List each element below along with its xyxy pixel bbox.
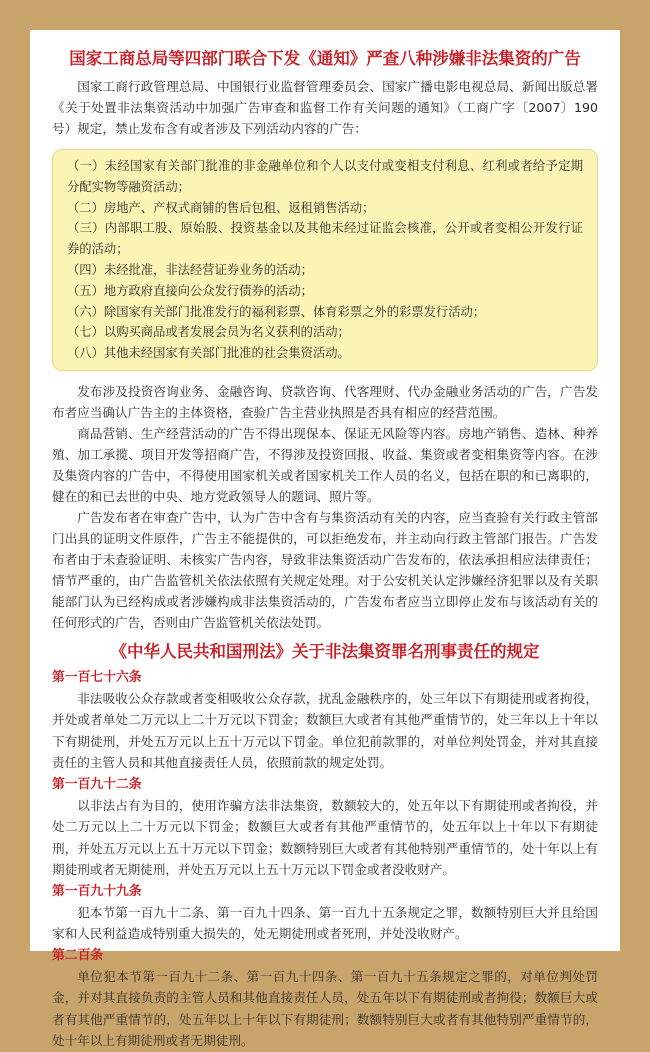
prohibited-item: （六）除国家有关部门批准发行的福利彩票、体育彩票之外的彩票发行活动； — [67, 304, 486, 319]
criminal-law-articles — [52, 667, 598, 1052]
section2-title: 《中华人民共和国刑法》关于非法集资罪名刑事责任的规定 — [110, 641, 540, 661]
section1-paragraph: 发布涉及投资咨询业务、金融咨询、贷款咨询、代客理财、代办金融业务活动的广告，广告发布者应当确认广告主的主体资格，查验广告主营业执照是否具有相应的经营范围。 — [52, 383, 598, 420]
prohibited-item: （八）其他未经国家有关部门批准的社会集资活动。 — [67, 346, 350, 361]
section1-title: 国家工商总局等四部门联合下发《通知》严查八种涉嫌非法集资的广告 — [69, 49, 581, 68]
section1-paragraph: 商品营销、生产经营活动的广告不得出现保本、保证无风险等内容。房地产销售、造林、种养殖、加工承揽、项目开发等招商广告，不得涉及投资回报、收益、集资或者变相集资等内容。在涉及集资内容的广告中，不得使用国家机关或者国家机关工作人员的名义，包括在职的和已离职的，健在的和已去世的中央、地方党政领导人的题词、照片等。 — [52, 425, 598, 504]
article-text: 以非法占有为目的，使用诈骗方法非法集资，数额较大的，处五年以下有期徒刑或者拘役，并处二万元以上二十万元以下罚金；数额巨大或者有其他严重情节的，处五年以上十年以下有期徒刑，并处五万元以上五十万元以下罚金；数额特别巨大或者有其他特别严重情节的，处十年以上有期徒刑或者无期徒刑，并处五万元以上五十万元以下罚金或者没收财产。 — [52, 797, 598, 878]
prohibited-item: （二）房地产、产权式商铺的售后包租、返租销售活动； — [67, 200, 375, 215]
section1-intro: 国家工商行政管理总局、中国银行业监督管理委员会、国家广播电影电视总局、新闻出版总署《关于处置非法集资活动中加强广告审查和监督工作有关问题的通知》（工商广字〔2007〕190号）规定，禁止发布含有或者涉及下列活动内容的广告： — [52, 79, 598, 136]
article-text: 单位犯本节第一百九十二条、第一百九十四条、第一百九十五条规定之罪的，对单位判处罚金，并对其直接负责的主管人员和其他直接责任人员，处五年以下有期徒刑或者拘役；数额巨大或者有其他严重情节的，处五年以上十年以下有期徒刑；数额特别巨大或者有其他特别严重情节的，处十年以上有期徒刑或者无期徒刑。 — [52, 968, 598, 1049]
section1-paragraph: 广告发布者在审查广告中，认为广告中含有与集资活动有关的内容，应当查验有关行政主管部门出具的证明文件原件，广告主不能提供的，可以拒绝发布，并主动向行政主管部门报告。广告发布者由于未查验证明、未核实广告内容，导致非法集资活动广告发布的，依法承担相应法律责任；情节严重的，由广告监管机关依法依照有关规定处理。对于公安机关认定涉嫌经济犯罪以及有关职能部门认为已经构成或者涉嫌构成非法集资活动的，广告发布者应当立即停止发布与该活动有关的任何形式的广告，否则由广告监管机关依法处罚。 — [52, 509, 598, 630]
prohibited-item: （四）未经批准，非法经营证券业务的活动； — [67, 262, 313, 277]
article-heading: 第二百条 — [52, 947, 104, 963]
article-text: 犯本节第一百九十二条、第一百九十四条、第一百九十五条规定之罪，数额特别巨大并且给国家和人民利益造成特别重大损失的，处无期徒刑或者死刑，并处没收财产。 — [52, 904, 598, 942]
prohibited-item: （五）地方政府直接向公众发行债券的活动； — [67, 283, 313, 298]
prohibited-item: （七）以购买商品或者发展会员为名义获利的活动； — [67, 325, 350, 340]
prohibited-items-box — [52, 149, 598, 371]
article-heading: 第一百九十九条 — [52, 883, 142, 899]
article-heading: 第一百七十六条 — [52, 669, 142, 685]
article-text: 非法吸收公众存款或者变相吸收公众存款，扰乱金融秩序的，处三年以下有期徒刑或者拘役，并处或者单处二万元以上二十万元以下罚金；数额巨大或者有其他严重情节的，处三年以上十年以下有期徒刑，并处五万元以上五十万元以下罚金。单位犯前款罪的，对单位判处罚金，并对其直接责任的主管人员和其他直接责任人员，依照前款的规定处罚。 — [52, 690, 598, 771]
document-sheet — [30, 30, 620, 1049]
prohibited-item: （一）未经国家有关部门批准的非金融单位和个人以支付或变相支付利息、红利或者给予定期分配实物等融资活动； — [67, 159, 583, 194]
prohibited-item: （三）内部职工股、原始股、投资基金以及其他未经过证监会核准，公开或者变相公开发行证券的活动； — [67, 221, 583, 257]
article-heading: 第一百九十二条 — [52, 776, 142, 792]
